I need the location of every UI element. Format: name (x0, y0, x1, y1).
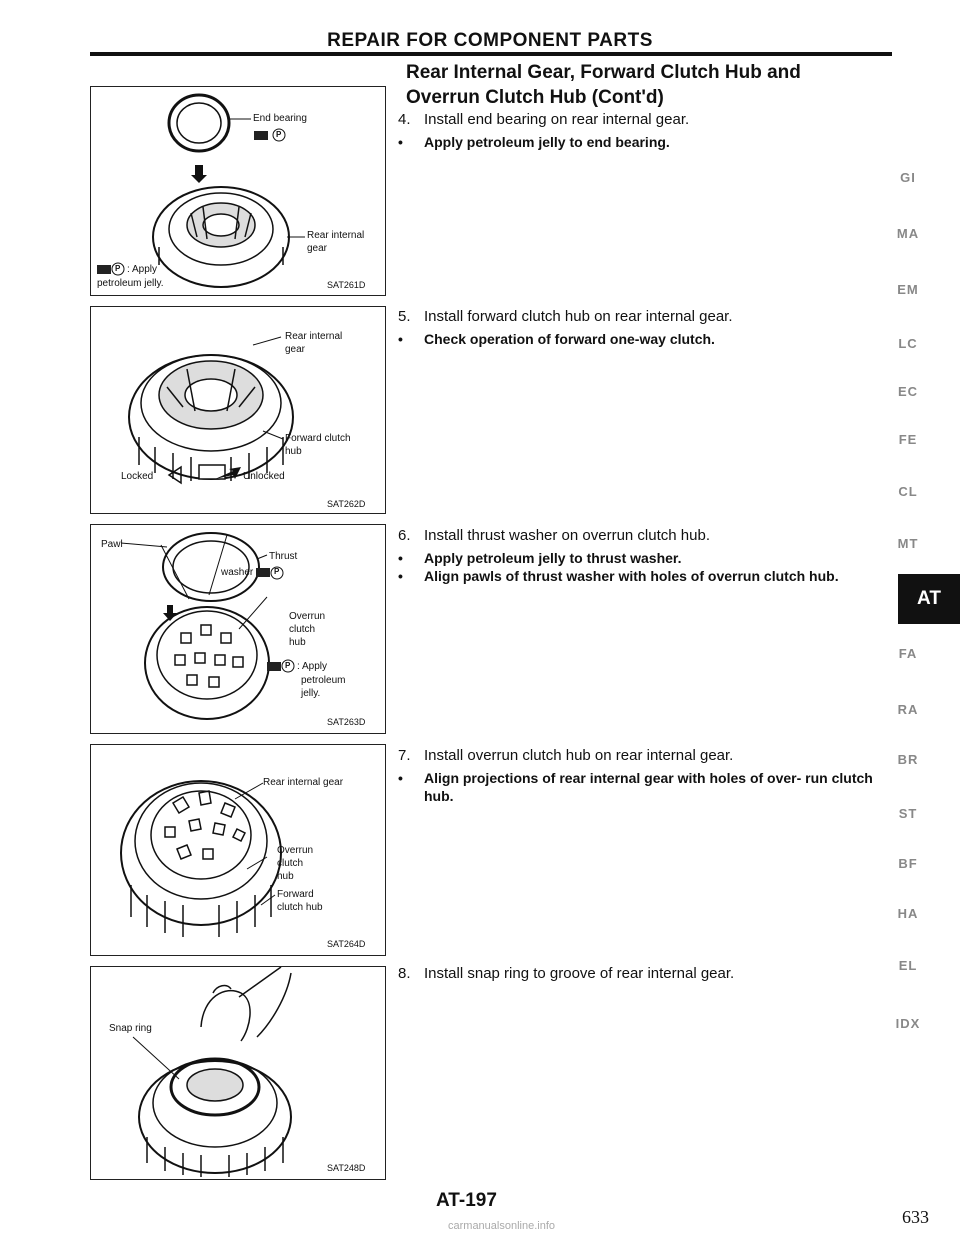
step-number: 7. (398, 747, 411, 764)
petroleum-mark-apply: P (285, 661, 291, 670)
grease-icon (256, 568, 270, 577)
label-apply: : Apply (297, 661, 328, 672)
label-overrun: Overrun (289, 611, 326, 622)
side-index-fe[interactable]: FE (898, 432, 918, 447)
label-rear-internal: Rear internal (285, 331, 343, 342)
label-clutch: clutch (277, 858, 304, 869)
step-text: Install overrun clutch hub on rear internal gear. (424, 747, 734, 764)
label-gear: gear (307, 243, 328, 254)
side-index-st[interactable]: ST (898, 806, 918, 821)
step-text: Install forward clutch hub on rear internal gear. (424, 308, 733, 325)
figure-end-bearing (90, 86, 386, 296)
side-index-fa[interactable]: FA (898, 646, 918, 661)
step-text: Install snap ring to groove of rear internal gear. (424, 965, 735, 982)
side-index-at-active[interactable]: AT (898, 574, 960, 624)
side-index-el[interactable]: EL (898, 958, 918, 973)
label-clutch-hub: clutch hub (277, 902, 323, 913)
label-jelly: jelly. (301, 688, 321, 699)
section-title-line-2: Overrun Clutch Hub (Cont'd) (406, 87, 664, 108)
label-hub: hub (277, 871, 294, 882)
bullet-dot: • (398, 568, 403, 584)
label-overrun: Overrun (277, 845, 314, 856)
label-forward-clutch: Forward clutch (285, 433, 351, 444)
step-6-bullet-1 (398, 549, 896, 567)
thrust-washer-illustration (91, 525, 385, 733)
page-header-title: REPAIR FOR COMPONENT PARTS (327, 30, 653, 51)
label-rear-internal-gear: Rear internal gear (263, 777, 344, 788)
bullet-dot: • (398, 770, 403, 786)
bullet-text: Align projections of rear internal gear with holes of over- run clutch hub. (424, 770, 873, 804)
figure-thrust-washer (90, 524, 386, 734)
label-petroleum-jelly: petroleum jelly. (97, 278, 164, 289)
side-index-mt[interactable]: MT (897, 536, 919, 551)
figure-code: SAT248D (327, 1163, 366, 1173)
bullet-text: Apply petroleum jelly to end bearing. (424, 134, 670, 150)
step-text: Install thrust washer on overrun clutch hub. (424, 527, 710, 544)
header-rule (90, 52, 892, 56)
label-thrust: Thrust (269, 551, 298, 562)
petroleum-mark: P (276, 130, 282, 139)
label-pawl: Pawl (101, 539, 123, 550)
step-8 (398, 964, 888, 983)
step-number: 5. (398, 308, 411, 325)
bullet-text: Align pawls of thrust washer with holes of overrun clutch hub. (424, 568, 839, 584)
side-index-em[interactable]: EM (897, 282, 919, 297)
side-index-lc[interactable]: LC (898, 336, 918, 351)
label-unlocked: Unlocked (243, 471, 285, 482)
side-index-bf[interactable]: BF (898, 856, 918, 871)
label-snap-ring: Snap ring (109, 1023, 152, 1034)
step-7 (398, 746, 888, 765)
snap-ring-illustration (91, 967, 385, 1179)
side-index-ma[interactable]: MA (896, 226, 920, 241)
step-number: 8. (398, 965, 411, 982)
step-4 (398, 110, 888, 129)
figure-snap-ring (90, 966, 386, 1180)
label-apply: : Apply (127, 264, 158, 275)
label-petroleum: petroleum (301, 675, 346, 686)
side-index-ec[interactable]: EC (897, 384, 919, 399)
side-index-gi[interactable]: GI (900, 170, 916, 185)
figure-overrun-clutch-hub (90, 744, 386, 956)
grease-icon (254, 131, 268, 140)
label-hub: hub (289, 637, 306, 648)
step-number: 6. (398, 527, 411, 544)
footer-page-code: AT-197 (436, 1190, 497, 1211)
step-4-bullet-1 (398, 133, 896, 151)
bullet-text: Apply petroleum jelly to thrust washer. (424, 550, 682, 566)
section-title-line-1: Rear Internal Gear, Forward Clutch Hub and (406, 62, 801, 83)
label-forward: Forward (277, 889, 314, 900)
step-7-bullet-1 (398, 769, 896, 805)
step-text: Install end bearing on rear internal gear. (424, 111, 690, 128)
label-locked: Locked (121, 471, 154, 482)
section-title (406, 60, 876, 110)
side-index-ra[interactable]: RA (897, 702, 919, 717)
watermark: carmanualsonline.info (448, 1220, 556, 1232)
label-end-bearing: End bearing (253, 113, 307, 124)
step-5 (398, 307, 888, 326)
bullet-dot: • (398, 134, 403, 150)
figure-code: SAT264D (327, 939, 366, 949)
figure-forward-clutch-hub (90, 306, 386, 514)
grease-icon-apply (267, 662, 281, 671)
label-gear: gear (285, 344, 306, 355)
step-5-bullet-1 (398, 330, 896, 348)
label-rear-internal: Rear internal (307, 230, 365, 241)
label-washer: washer (221, 567, 254, 578)
side-index-cl[interactable]: CL (898, 484, 918, 499)
bullet-text: Check operation of forward one-way clutch. (424, 331, 715, 347)
petroleum-mark: P (274, 567, 280, 576)
side-index-ha[interactable]: HA (897, 906, 919, 921)
side-index-br[interactable]: BR (897, 752, 919, 767)
grease-icon-note (97, 265, 111, 274)
label-hub: hub (285, 446, 302, 457)
step-number: 4. (398, 111, 411, 128)
figure-code: SAT261D (327, 280, 366, 290)
page-number: 633 (902, 1207, 929, 1227)
step-6 (398, 526, 888, 545)
bullet-dot: • (398, 550, 403, 566)
side-index-idx[interactable]: IDX (895, 1016, 921, 1031)
figure-code: SAT263D (327, 717, 366, 727)
down-arrow-icon (191, 165, 207, 183)
figure-code: SAT262D (327, 499, 366, 509)
petroleum-mark-note: P (115, 264, 121, 273)
bullet-dot: • (398, 331, 403, 347)
end-bearing-ring-inner (177, 103, 221, 143)
label-clutch: clutch (289, 624, 316, 635)
step-6-bullet-2 (398, 567, 896, 585)
